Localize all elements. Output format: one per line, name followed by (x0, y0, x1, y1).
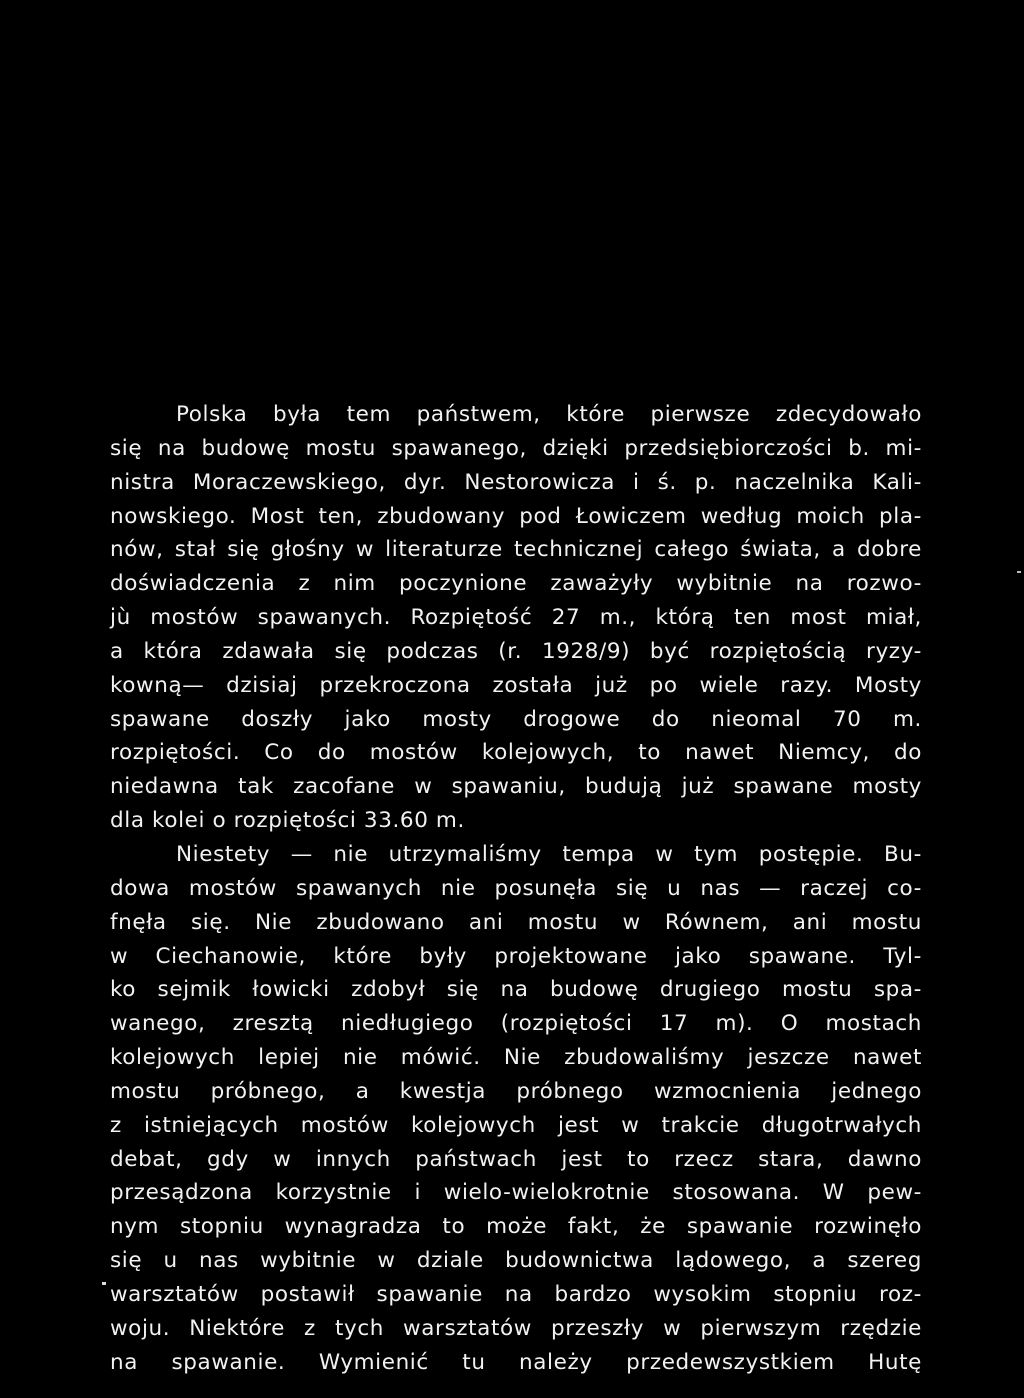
text-line: na spawanie. Wymienić tu należy przedewszystkiem Hutę (110, 1349, 922, 1375)
text-line: ko sejmik łowicki zdobył się na budowę drugiego mostu spa- (110, 977, 922, 1003)
text-line: Niestety — nie utrzymaliśmy tempa w tym postępie. Bu- (176, 841, 922, 867)
text-line: jù mostów spawanych. Rozpiętość 27 m., którą ten most miał, (110, 605, 922, 631)
text-line: spawane doszły jako mosty drogowe do nieomal 70 m. (110, 706, 922, 732)
margin-mark (1017, 571, 1021, 573)
text-line: nistra Moraczewskiego, dyr. Nestorowicza i ś. p. naczelnika Kali- (110, 469, 922, 495)
text-line: kolejowych lepiej nie mówić. Nie zbudowaliśmy jeszcze nawet (110, 1045, 922, 1071)
text-line: Polska była tem państwem, które pierwsze zdecydowało (176, 402, 922, 427)
margin-dot (102, 1282, 106, 1285)
text-line: debat, gdy w innych państwach jest to rzecz stara, dawno (110, 1146, 922, 1172)
text-line: woju. Niektóre z tych warsztatów przeszły w pierwszym rzędzie (110, 1315, 922, 1341)
text-line: w Ciechanowie, które były projektowane jako spawane. Tyl- (110, 943, 922, 969)
text-line: dla kolei o rozpiętości 33.60 m. (110, 808, 465, 834)
text-line: przesądzona korzystnie i wielo-wielokrotnie stosowana. W pew- (110, 1180, 922, 1206)
text-line: a która zdawała się podczas (r. 1928/9) być rozpiętością ryzy- (110, 638, 922, 664)
text-line: warsztatów postawił spawanie na bardzo wysokim stopniu roz- (110, 1281, 922, 1307)
text-line: kowną— dzisiaj przekroczona została już po wiele razy. Mosty (110, 672, 922, 698)
text-line: fnęła się. Nie zbudowano ani mostu w Równem, ani mostu (110, 909, 922, 935)
text-line: rozpiętości. Co do mostów kolejowych, to nawet Niemcy, do (110, 740, 922, 766)
text-line: wanego, zresztą niedługiego (rozpiętości 17 m). O mostach (110, 1011, 922, 1037)
text-line: niedawna tak zacofane w spawaniu, budują już spawane mosty (110, 774, 922, 800)
body-text (110, 398, 922, 1379)
text-line: z istniejących mostów kolejowych jest w trakcie długotrwałych (110, 1112, 922, 1138)
text-line: dowa mostów spawanych nie posunęła się u nas — raczej co- (110, 875, 922, 901)
text-line: się u nas wybitnie w dziale budownictwa lądowego, a szereg (110, 1248, 922, 1274)
text-line: się na budowę mostu spawanego, dzięki przedsiębiorczości b. mi- (110, 435, 922, 461)
text-line: doświadczenia z nim poczynione zaważyły wybitnie na rozwo- (110, 571, 922, 597)
text-line: nów, stał się głośny w literaturze technicznej całego świata, a dobre (110, 537, 922, 563)
text-line: nowskiego. Most ten, zbudowany pod Łowiczem według moich pla- (110, 503, 922, 529)
text-line: mostu próbnego, a kwestja próbnego wzmocnienia jednego (110, 1078, 922, 1104)
text-line: nym stopniu wynagradza to może fakt, że spawanie rozwinęło (110, 1214, 922, 1240)
